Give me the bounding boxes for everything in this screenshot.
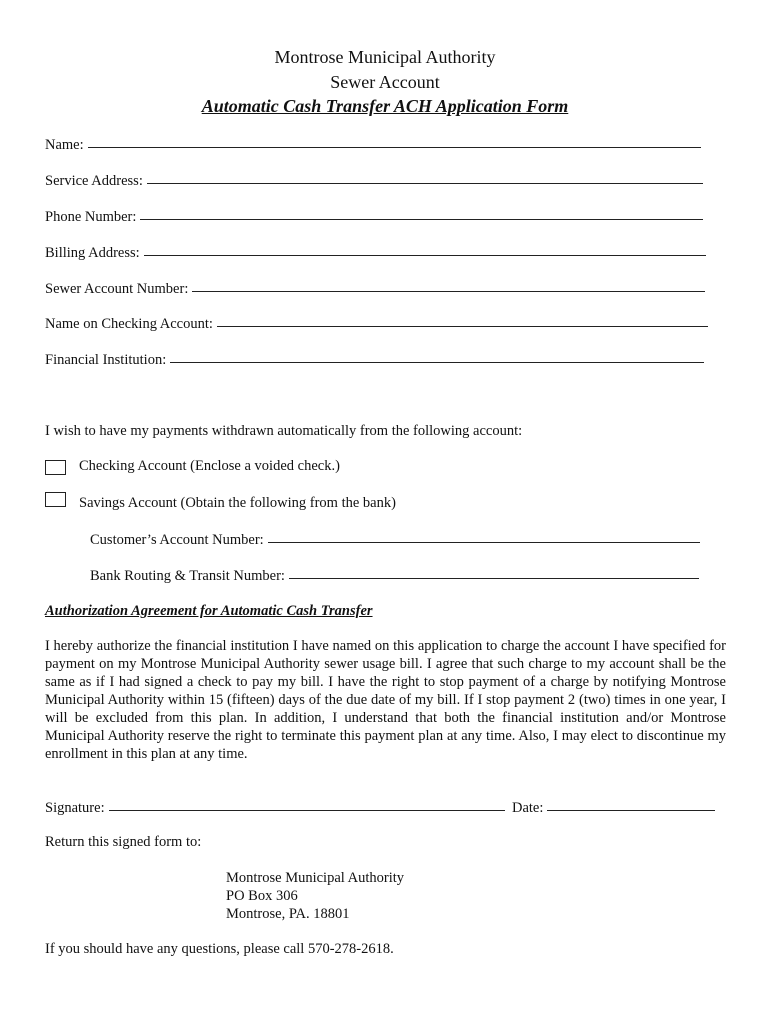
savings-checkbox[interactable] <box>45 492 66 507</box>
address-line-1: Montrose Municipal Authority <box>226 870 405 886</box>
sewer-account-field[interactable] <box>192 279 705 292</box>
return-address <box>226 869 404 923</box>
routing-field[interactable] <box>289 566 699 579</box>
signature-field[interactable] <box>109 798 505 811</box>
customer-account-row <box>90 531 700 549</box>
financial-institution-label: Financial Institution: <box>45 352 167 368</box>
form-title: Automatic Cash Transfer ACH Application Form <box>201 96 569 116</box>
authorization-text: I hereby authorize the financial institution I have named on this application to charge the account I have specified for payment on my Montrose Municipal Authority sewer usage bill. I agree that such charge to my account shall be the same as if I had signed a check to pay my bill. I have the right to stop payment of a charge by notifying Montrose Municipal Authority within 15 (fifteen) days of the due date of my bill. If I stop payment 2 (two) times in one year, I will be excluded from this plan. In addition, I understand that both the financial institution and/or Montrose Municipal Authority reserve the right to terminate this payment plan at any time. Also, I may elect to discontinue my enrollment in this plan at any time. <box>45 638 726 762</box>
service-address-row <box>45 172 703 190</box>
checking-name-label: Name on Checking Account: <box>45 316 213 332</box>
address-line-2: PO Box 306 <box>226 888 298 904</box>
service-address-label: Service Address: <box>45 173 143 189</box>
date-field[interactable] <box>547 798 715 811</box>
address-line-3: Montrose, PA. 18801 <box>226 906 350 922</box>
financial-institution-field[interactable] <box>170 350 704 363</box>
signature-row <box>45 799 505 817</box>
billing-address-field[interactable] <box>144 243 706 256</box>
withdraw-intro: I wish to have my payments withdrawn automatically from the following account: <box>45 423 523 439</box>
billing-address-row <box>45 244 706 262</box>
return-intro: Return this signed form to: <box>45 834 202 850</box>
department-name: Sewer Account <box>330 72 440 92</box>
checking-name-field[interactable] <box>217 314 708 327</box>
checking-label: Checking Account (Enclose a voided check.) <box>79 458 340 474</box>
customer-account-field[interactable] <box>268 530 700 543</box>
billing-address-label: Billing Address: <box>45 245 140 261</box>
org-name: Montrose Municipal Authority <box>274 47 496 67</box>
name-field[interactable] <box>88 135 701 148</box>
authorization-heading: Authorization Agreement for Automatic Cash Transfer <box>45 603 373 619</box>
name-row <box>45 136 701 154</box>
routing-row <box>90 567 699 585</box>
phone-field[interactable] <box>140 207 703 220</box>
customer-account-label: Customer’s Account Number: <box>90 532 264 548</box>
sewer-account-label: Sewer Account Number: <box>45 281 189 297</box>
phone-row <box>45 208 703 226</box>
phone-label: Phone Number: <box>45 209 137 225</box>
service-address-field[interactable] <box>147 171 703 184</box>
date-row <box>512 799 715 817</box>
savings-label: Savings Account (Obtain the following from the bank) <box>79 495 396 511</box>
financial-institution-row <box>45 351 704 369</box>
checking-checkbox[interactable] <box>45 460 66 475</box>
sewer-account-row <box>45 280 705 298</box>
routing-label: Bank Routing & Transit Number: <box>90 568 285 584</box>
date-label: Date: <box>512 800 544 816</box>
signature-label: Signature: <box>45 800 105 816</box>
checking-name-row <box>45 315 708 333</box>
questions-note: If you should have any questions, please call 570-278-2618. <box>45 941 394 957</box>
name-label: Name: <box>45 137 84 153</box>
